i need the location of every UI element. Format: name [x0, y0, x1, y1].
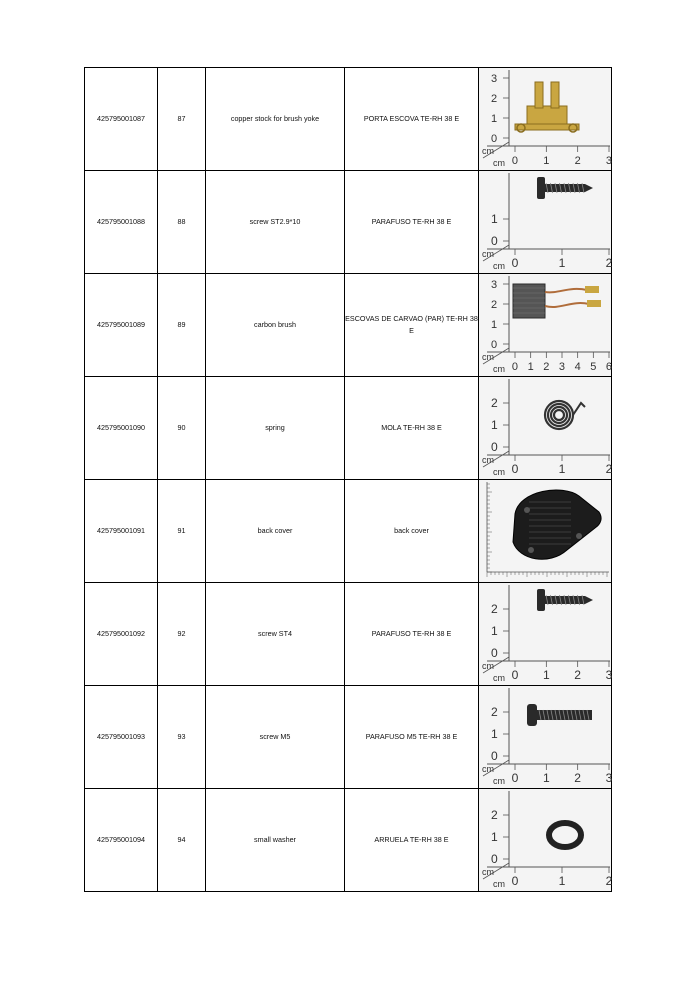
- ruler-y-label: 0: [491, 338, 498, 351]
- ruler-unit-label: cm: [493, 467, 505, 477]
- description-en-cell: back cover: [206, 480, 345, 583]
- ruler-x-label: 1: [527, 361, 534, 373]
- table-row: [85, 377, 612, 480]
- ruler-y-label: 1: [491, 727, 498, 742]
- part-code-cell: 425795001091: [85, 480, 158, 583]
- part-photo: [479, 480, 611, 582]
- ruler-unit-label: cm: [482, 661, 494, 671]
- ruler-unit-label: cm: [482, 146, 494, 156]
- ruler-x-label: 2: [574, 155, 581, 167]
- spring-icon: [545, 401, 585, 429]
- ruler-unit-label: cm: [482, 867, 494, 877]
- ruler-y-label: 1: [491, 624, 498, 639]
- ruler-y-label: 1: [491, 212, 498, 227]
- description-pt-cell: PARAFUSO TE-RH 38 E: [345, 583, 479, 686]
- ruler-x-label: 1: [558, 874, 566, 888]
- part-photo-cell: [479, 68, 612, 171]
- brush-holder-icon: [515, 82, 579, 132]
- ruler-y-label: 1: [491, 318, 498, 331]
- description-pt-cell: PARAFUSO M5 TE-RH 38 E: [345, 686, 479, 789]
- ruler-y-label: 2: [491, 92, 498, 105]
- table-row: [85, 686, 612, 789]
- part-photo: [479, 789, 611, 891]
- ruler-x-label: 0: [511, 668, 519, 682]
- ruler-y-label: 2: [491, 396, 498, 411]
- description-en-cell: screw ST2.9*10: [206, 171, 345, 274]
- ruler-y-label: 2: [491, 808, 498, 823]
- part-photo-cell: [479, 789, 612, 892]
- ruler-x-label: 3: [558, 361, 566, 373]
- ruler-x-label: 1: [542, 771, 550, 785]
- description-en-cell: small washer: [206, 789, 345, 892]
- ruler-x-label: 5: [590, 361, 597, 373]
- part-code-cell: 425795001093: [85, 686, 158, 789]
- ruler-x-label: 0: [511, 155, 519, 167]
- ruler-x-label: 6: [605, 361, 613, 373]
- table-row: [85, 68, 612, 171]
- part-photo: [479, 686, 611, 788]
- ruler-x-label: 2: [574, 668, 582, 682]
- part-photo-cell: [479, 274, 612, 377]
- description-pt-cell: ARRUELA TE-RH 38 E: [345, 789, 479, 892]
- part-photo-cell: [479, 583, 612, 686]
- ruler-x-label: 0: [511, 361, 519, 373]
- ruler-x-label: 2: [605, 874, 613, 888]
- ruler-y-label: 3: [491, 278, 498, 291]
- description-pt-cell: PARAFUSO TE-RH 38 E: [345, 171, 479, 274]
- table-row: [85, 583, 612, 686]
- ruler-y-label: 2: [491, 298, 498, 311]
- item-number-cell: 94: [158, 789, 206, 892]
- ruler-y-label: 0: [491, 132, 498, 145]
- ruler-x-label: 1: [558, 256, 566, 270]
- ruler-unit-label: cm: [493, 776, 505, 786]
- ruler-x-label: 2: [605, 462, 613, 476]
- ruler-y-label: 0: [491, 234, 498, 249]
- description-pt-cell: PORTA ESCOVA TE-RH 38 E: [345, 68, 479, 171]
- ruler-x-label: 0: [511, 771, 519, 785]
- ruler-unit-label: cm: [493, 364, 505, 374]
- part-code-cell: 425795001092: [85, 583, 158, 686]
- washer-icon: [549, 823, 581, 847]
- ruler-y-label: 0: [491, 749, 498, 764]
- ruler-unit-label: cm: [482, 352, 494, 362]
- ruler-unit-label: cm: [493, 158, 505, 168]
- ruler-x-label: 3: [605, 771, 613, 785]
- item-number-cell: 89: [158, 274, 206, 377]
- back-cover-icon: [513, 490, 601, 559]
- table-row: [85, 789, 612, 892]
- ruler-unit-label: cm: [482, 249, 494, 259]
- ruler-unit-label: cm: [482, 455, 494, 465]
- ruler: [482, 688, 613, 786]
- ruler-y-label: 2: [491, 705, 498, 720]
- ruler-y-label: 0: [491, 440, 498, 455]
- ruler-x-label: 0: [511, 462, 519, 476]
- part-code-cell: 425795001094: [85, 789, 158, 892]
- item-number-cell: 90: [158, 377, 206, 480]
- ruler-y-label: 2: [491, 602, 498, 617]
- ruler-y-label: 0: [491, 646, 498, 661]
- ruler-y-label: 1: [491, 418, 498, 433]
- part-photo: [479, 171, 611, 273]
- item-number-cell: 88: [158, 171, 206, 274]
- ruler-x-label: 2: [543, 361, 550, 373]
- ruler-y-label: 3: [491, 72, 498, 85]
- ruler-y-label: 1: [491, 112, 498, 125]
- part-photo-cell: [479, 377, 612, 480]
- description-en-cell: screw ST4: [206, 583, 345, 686]
- description-pt-cell: back cover: [345, 480, 479, 583]
- ruler-x-label: 3: [605, 668, 613, 682]
- parts-table: [84, 67, 612, 892]
- part-code-cell: 425795001088: [85, 171, 158, 274]
- ruler-y-label: 0: [491, 852, 498, 867]
- description-en-cell: carbon brush: [206, 274, 345, 377]
- ruler-x-label: 1: [542, 668, 550, 682]
- part-photo-cell: [479, 171, 612, 274]
- ruler-unit-label: cm: [493, 879, 505, 889]
- parts-table-body: [85, 68, 612, 892]
- ruler-x-label: 3: [605, 155, 613, 167]
- ruler-x-label: 4: [574, 361, 581, 373]
- table-row: [85, 274, 612, 377]
- part-photo: [479, 583, 611, 685]
- part-photo: [479, 68, 611, 170]
- description-pt-cell: ESCOVAS DE CARVAO (PAR) TE-RH 38 E: [345, 274, 479, 377]
- ruler-x-label: 1: [543, 155, 550, 167]
- screw-icon: [537, 589, 593, 611]
- machine-screw-icon: [527, 704, 592, 726]
- ruler: [482, 379, 613, 477]
- part-code-cell: 425795001087: [85, 68, 158, 171]
- ruler-x-label: 2: [605, 256, 613, 270]
- ruler-y-label: 1: [491, 830, 498, 845]
- part-photo: [479, 377, 611, 479]
- screw-icon: [537, 177, 593, 199]
- item-number-cell: 87: [158, 68, 206, 171]
- ruler-unit-label: cm: [493, 261, 505, 271]
- carbon-brush-icon: [513, 284, 601, 318]
- ruler-unit-label: cm: [493, 673, 505, 683]
- part-code-cell: 425795001089: [85, 274, 158, 377]
- part-photo-cell: [479, 480, 612, 583]
- part-code-cell: 425795001090: [85, 377, 158, 480]
- part-photo-cell: [479, 686, 612, 789]
- description-en-cell: copper stock for brush yoke: [206, 68, 345, 171]
- table-row: [85, 171, 612, 274]
- item-number-cell: 91: [158, 480, 206, 583]
- item-number-cell: 93: [158, 686, 206, 789]
- description-pt-cell: MOLA TE-RH 38 E: [345, 377, 479, 480]
- ruler-x-label: 1: [558, 462, 566, 476]
- item-number-cell: 92: [158, 583, 206, 686]
- ruler-unit-label: cm: [482, 764, 494, 774]
- description-en-cell: screw M5: [206, 686, 345, 789]
- ruler-x-label: 2: [574, 771, 582, 785]
- ruler-x-label: 0: [511, 874, 519, 888]
- description-en-cell: spring: [206, 377, 345, 480]
- part-photo: [479, 274, 611, 376]
- ruler-x-label: 0: [511, 256, 519, 270]
- table-row: [85, 480, 612, 583]
